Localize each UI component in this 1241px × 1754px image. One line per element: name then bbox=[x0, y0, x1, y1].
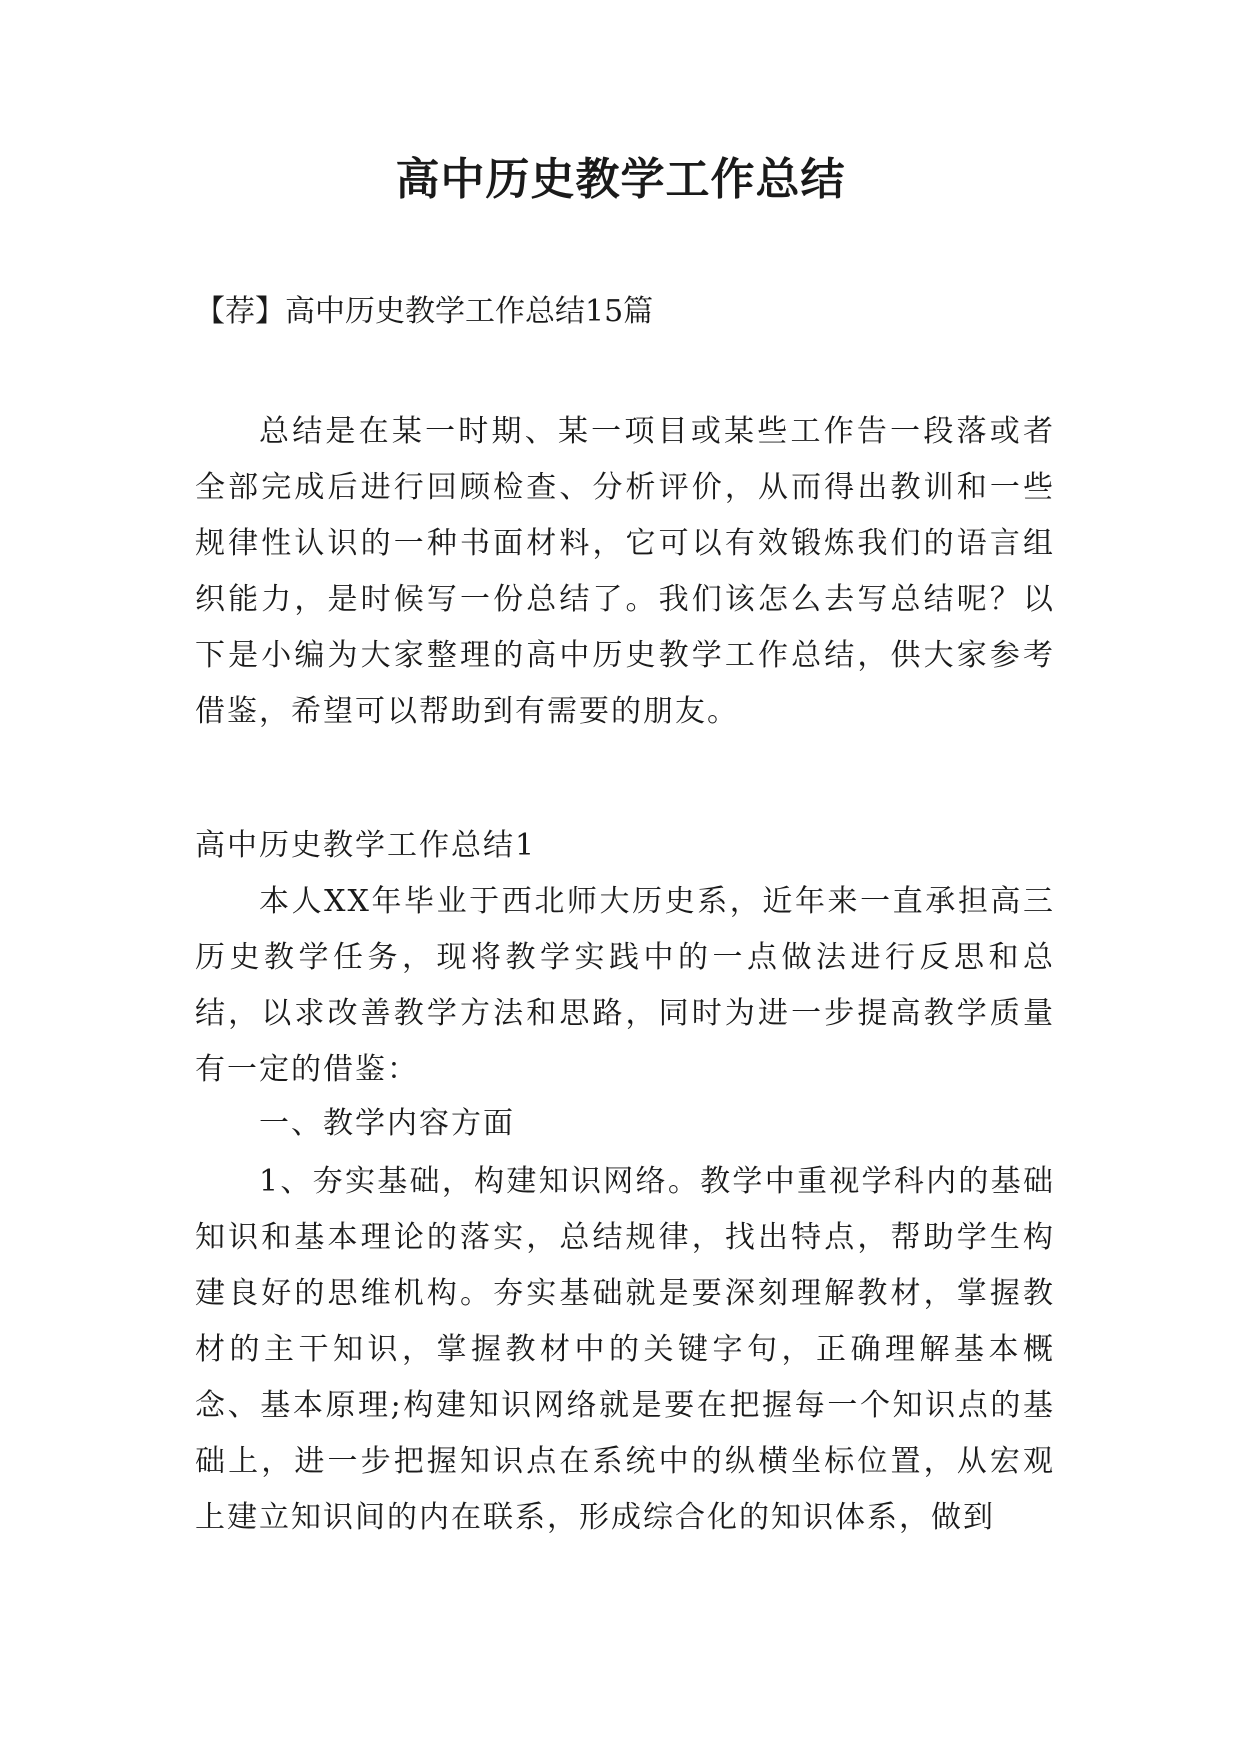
intro-paragraph: 总结是在某一时期、某一项目或某些工作告一段落或者全部完成后进行回顾检查、分析评价，从而得出教训和一些规律性认识的一种书面材料，它可以有效锻炼我们的语言组织能力，是时候写一份总结了。我们该怎么去写总结呢？以下是小编为大家整理的高中历史教学工作总结，供大家参考借鉴，希望可以帮助到有需要的朋友。 bbox=[195, 414, 1055, 729]
body-paragraph-1: 本人XX年毕业于西北师大历史系，近年来一直承担高三历史教学任务，现将教学实践中的一点做法进行反思和总结，以求改善教学方法和思路，同时为进一步提高教学质量有一定的借鉴： bbox=[195, 884, 1055, 1087]
document-subtitle: 【荐】高中历史教学工作总结15篇 bbox=[195, 294, 654, 329]
body-paragraph-2: 1、夯实基础，构建知识网络。教学中重视学科内的基础知识和基本理论的落实，总结规律，找出特点，帮助学生构建良好的思维机构。夯实基础就是要深刻理解教材，掌握教材的主干知识，掌握教材中的关键字句，正确理解基本概念、基本原理;构建知识网络就是要在把握每一个知识点的基础上，进一步把握知识点在系统中的纵横坐标位置，从宏观上建立知识间的内在联系，形成综合化的知识体系，做到 bbox=[195, 1164, 1055, 1535]
article-heading: 高中历史教学工作总结1 bbox=[195, 828, 537, 863]
section-heading: 一、教学内容方面 bbox=[259, 1106, 515, 1141]
document-title: 高中历史教学工作总结 bbox=[395, 154, 846, 205]
